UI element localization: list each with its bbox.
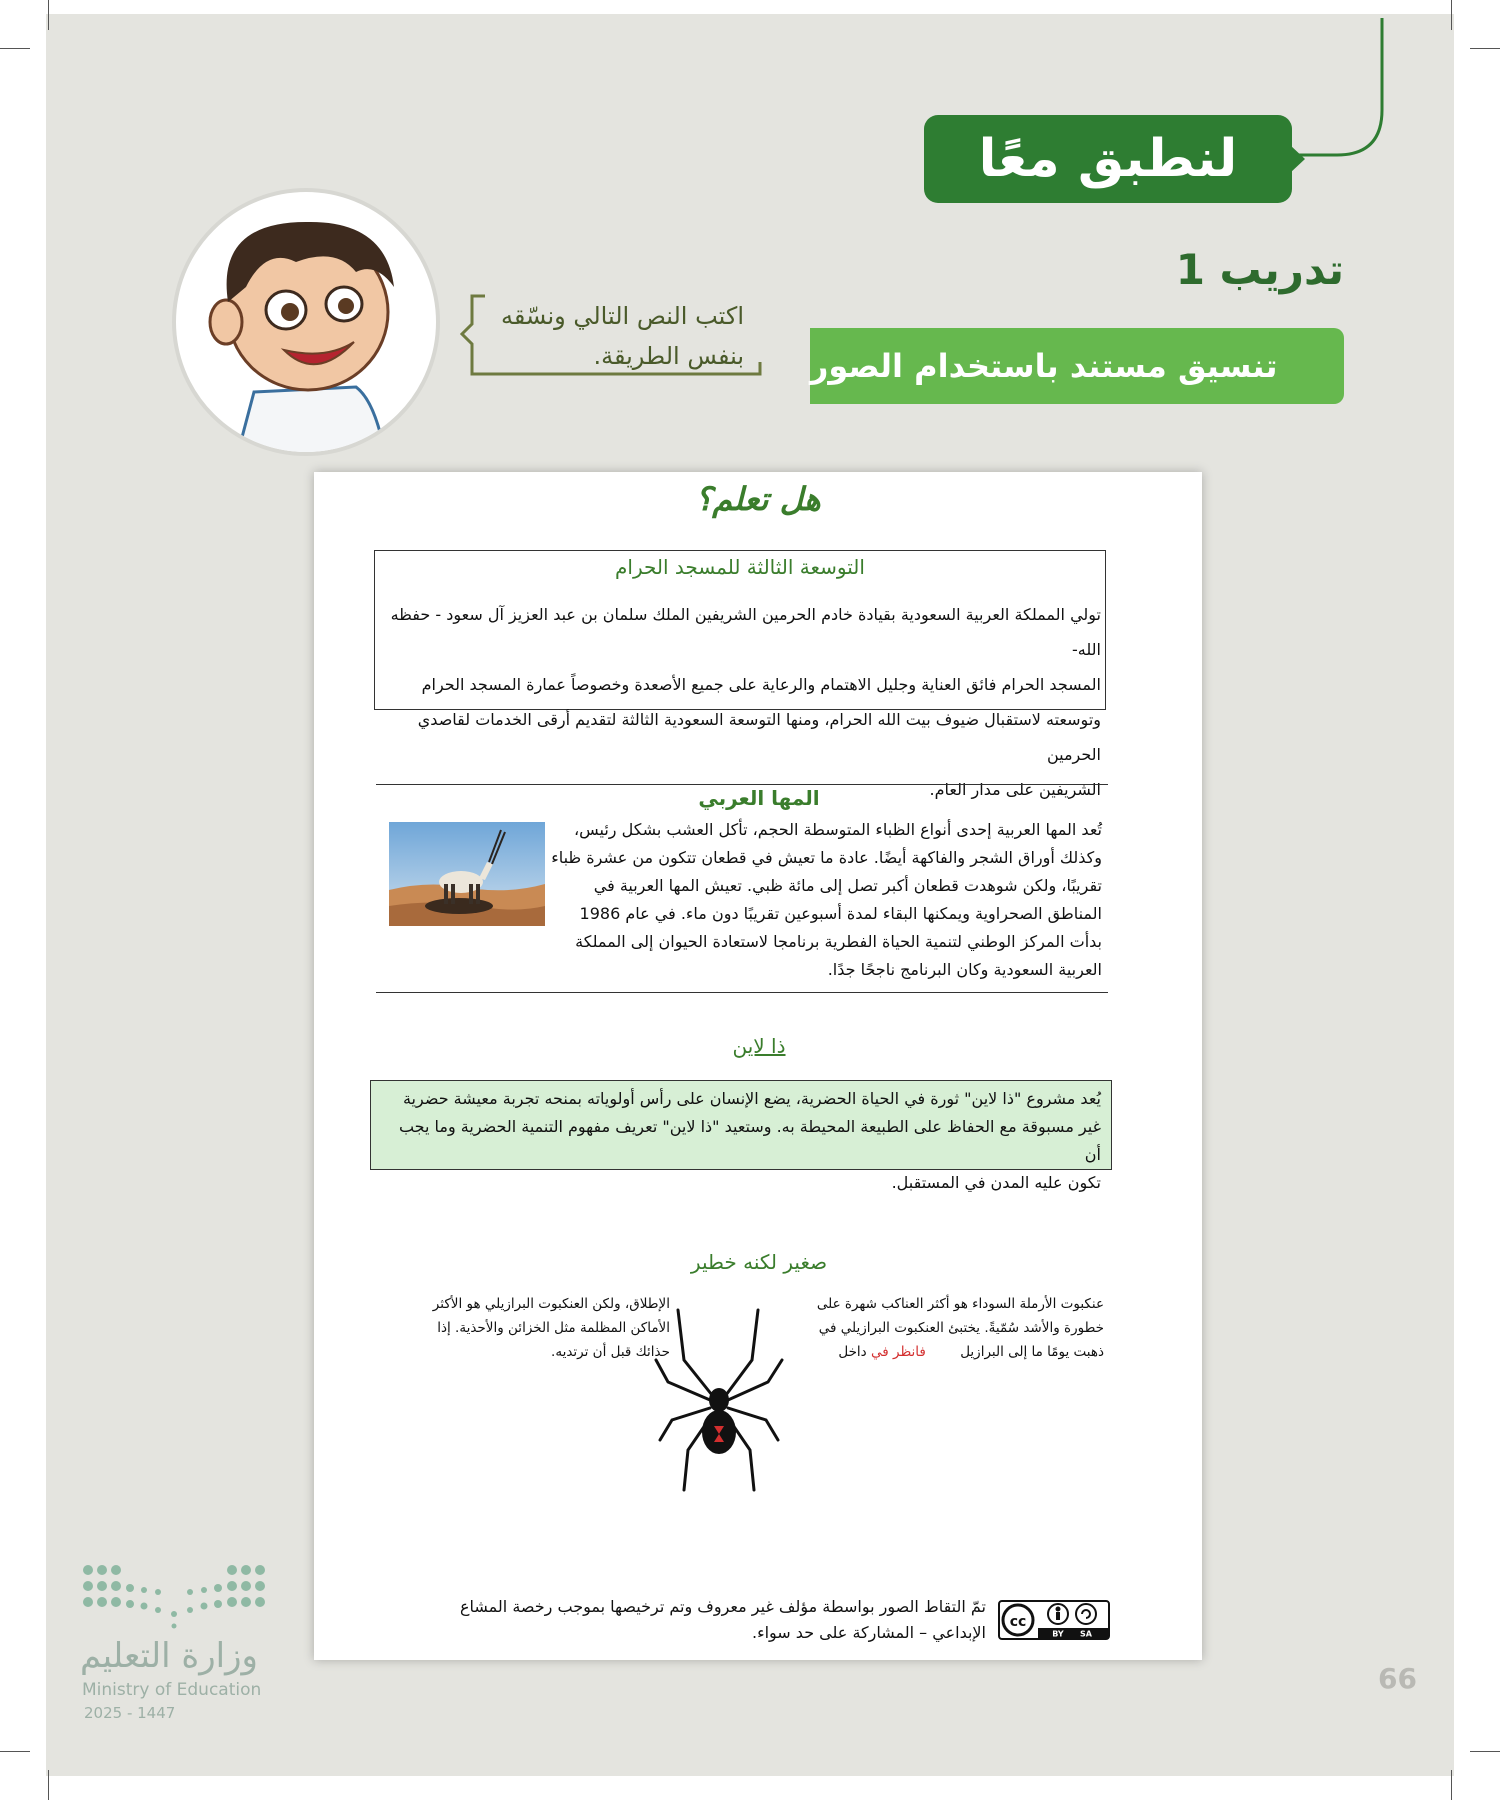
paragraph-line: بدأت المركز الوطني لتنمية الحياة الفطرية برنامجا لاستعادة الحيوان إلى المملكة xyxy=(575,932,1102,951)
paragraph-line: المسجد الحرام فائق العناية وجليل الاهتمام والرعاية على جميع الأصعدة وخصوصاً عمارة المسجد الحرام xyxy=(421,675,1101,694)
student-avatar xyxy=(172,188,440,456)
paragraph-line: وتوسعته لاستقبال ضيوف بيت الله الحرام، ومنها التوسعة السعودية الثالثة لتقديم أرقى الخدمات لقاصدي الحرمين xyxy=(417,710,1101,764)
spider-title: صغير لكنه خطير xyxy=(690,1250,828,1274)
divider-line xyxy=(376,784,1108,785)
ministry-name-english: Ministry of Education xyxy=(82,1680,262,1700)
instruction-line: بنفس الطريقة. xyxy=(593,342,744,370)
paragraph-line: تمّ التقاط الصور بواسطة مؤلف غير معروف وتم ترخيصها بموجب رخصة المشاع xyxy=(459,1597,986,1616)
the-line-title: ذا لاين xyxy=(732,1034,786,1058)
the-line-text xyxy=(381,1085,1101,1197)
ministry-year: 2025 - 1447 xyxy=(84,1704,176,1722)
instruction-line: اكتب النص التالي ونسّقه xyxy=(501,302,744,330)
oryx-photo xyxy=(389,822,545,926)
crop-mark xyxy=(1470,1751,1500,1752)
paragraph-line: تكون عليه المدن في المستقبل. xyxy=(891,1173,1101,1192)
paragraph-line: عنكبوت الأرملة السوداء هو أكثر العناكب شهرة على xyxy=(816,1296,1104,1312)
sa-label: SA xyxy=(1080,1629,1092,1639)
paragraph-line: تولي المملكة العربية السعودية بقيادة خادم الحرمين الشريفين الملك سلمان بن عبد العزيز آل سعود - حفظه الله- xyxy=(390,605,1101,659)
cc-by-sa-badge xyxy=(998,1600,1110,1640)
paragraph-line: خطورة والأشد سُمّيةً. يختبئ العنكبوت البرازيلي في xyxy=(818,1320,1104,1336)
paragraph-line: تُعد المها العربية إحدى أنواع الظباء المتوسطة الحجم، تأكل العشب بشكل رئيس، xyxy=(573,820,1102,839)
mosque-expansion-text xyxy=(385,597,1101,807)
paragraph-line: الإبداعي – المشاركة على حد سواء. xyxy=(751,1623,986,1642)
ministry-logo-icon xyxy=(80,1562,270,1630)
exercise-title: تدريب 1 xyxy=(1175,245,1344,294)
paragraph-line: حذائك قبل أن ترتديه. xyxy=(551,1344,670,1360)
cc-label: cc xyxy=(1009,1614,1027,1630)
paragraph-line: الشريفين على مدار العام. xyxy=(929,780,1101,799)
crop-mark xyxy=(0,1751,30,1752)
spider-text-right xyxy=(788,1292,1104,1364)
by-label: BY xyxy=(1052,1629,1064,1639)
paragraph-line xyxy=(788,1340,1104,1364)
paragraph-line: الأماكن المظلمة مثل الخزائن والأحذية. إذا xyxy=(437,1320,670,1336)
section-title-pill xyxy=(924,115,1292,203)
oryx-text xyxy=(542,816,1102,984)
page-number: 66 xyxy=(1378,1662,1417,1695)
highlighted-text: فانظر في xyxy=(871,1344,926,1360)
oryx-title: المها العربي xyxy=(698,786,820,810)
section-title: لنطبق معًا xyxy=(978,129,1238,189)
crop-mark xyxy=(48,1770,49,1800)
exercise-subtitle-bar xyxy=(810,328,1344,404)
spider-text-left xyxy=(396,1292,670,1364)
paragraph-line: تقريبًا، ولكن شوهدت قطعان أكبر تصل إلى مائة ظبي. تعيش المها العربية في xyxy=(593,876,1102,895)
paragraph-line: وكذلك أوراق الشجر والفاكهة أيضًا. عادة ما تعيش في قطعان تتكون من عشرة ظباء xyxy=(551,848,1102,867)
boy-illustration-icon xyxy=(176,192,440,456)
text-run: ذهبت يومًا ما إلى البرازيل xyxy=(960,1344,1104,1360)
exercise-subtitle: تنسيق مستند باستخدام الصور xyxy=(810,347,1278,385)
paragraph-line: يُعد مشروع "ذا لاين" ثورة في الحياة الحضرية، يضع الإنسان على رأس أولوياته بمنحه تجربة معيشة حضرية xyxy=(402,1089,1101,1108)
oryx-icon xyxy=(389,822,545,926)
text-run: داخل xyxy=(838,1344,867,1360)
paragraph-line: المناطق الصحراوية ويمكنها البقاء لمدة أسبوعين تقريبًا دون ماء. في عام 1986 xyxy=(579,904,1102,923)
paragraph-line: العربية السعودية وكان البرنامج ناجحًا جدًا. xyxy=(827,960,1102,979)
crop-mark xyxy=(1451,1770,1452,1800)
the-line-box xyxy=(370,1080,1112,1192)
document-title: هل تعلم؟ xyxy=(695,480,821,518)
paragraph-line: غير مسبوقة مع الحفاظ على الطبيعة المحيطة به. وستعيد "ذا لاين" تعريف مفهوم التنمية الحضرية وما يجب أن xyxy=(398,1117,1101,1164)
ministry-name-arabic: وزارة التعليم xyxy=(80,1636,258,1676)
divider-line xyxy=(376,992,1108,993)
paragraph-line: الإطلاق، ولكن العنكبوت البرازيلي هو الأكثر xyxy=(432,1296,670,1312)
document-sample xyxy=(314,472,1202,1660)
mosque-expansion-title: التوسعة الثالثة للمسجد الحرام xyxy=(615,555,865,579)
instruction-text xyxy=(444,296,744,376)
license-text xyxy=(426,1594,986,1646)
black-widow-spider-icon xyxy=(654,1300,784,1500)
